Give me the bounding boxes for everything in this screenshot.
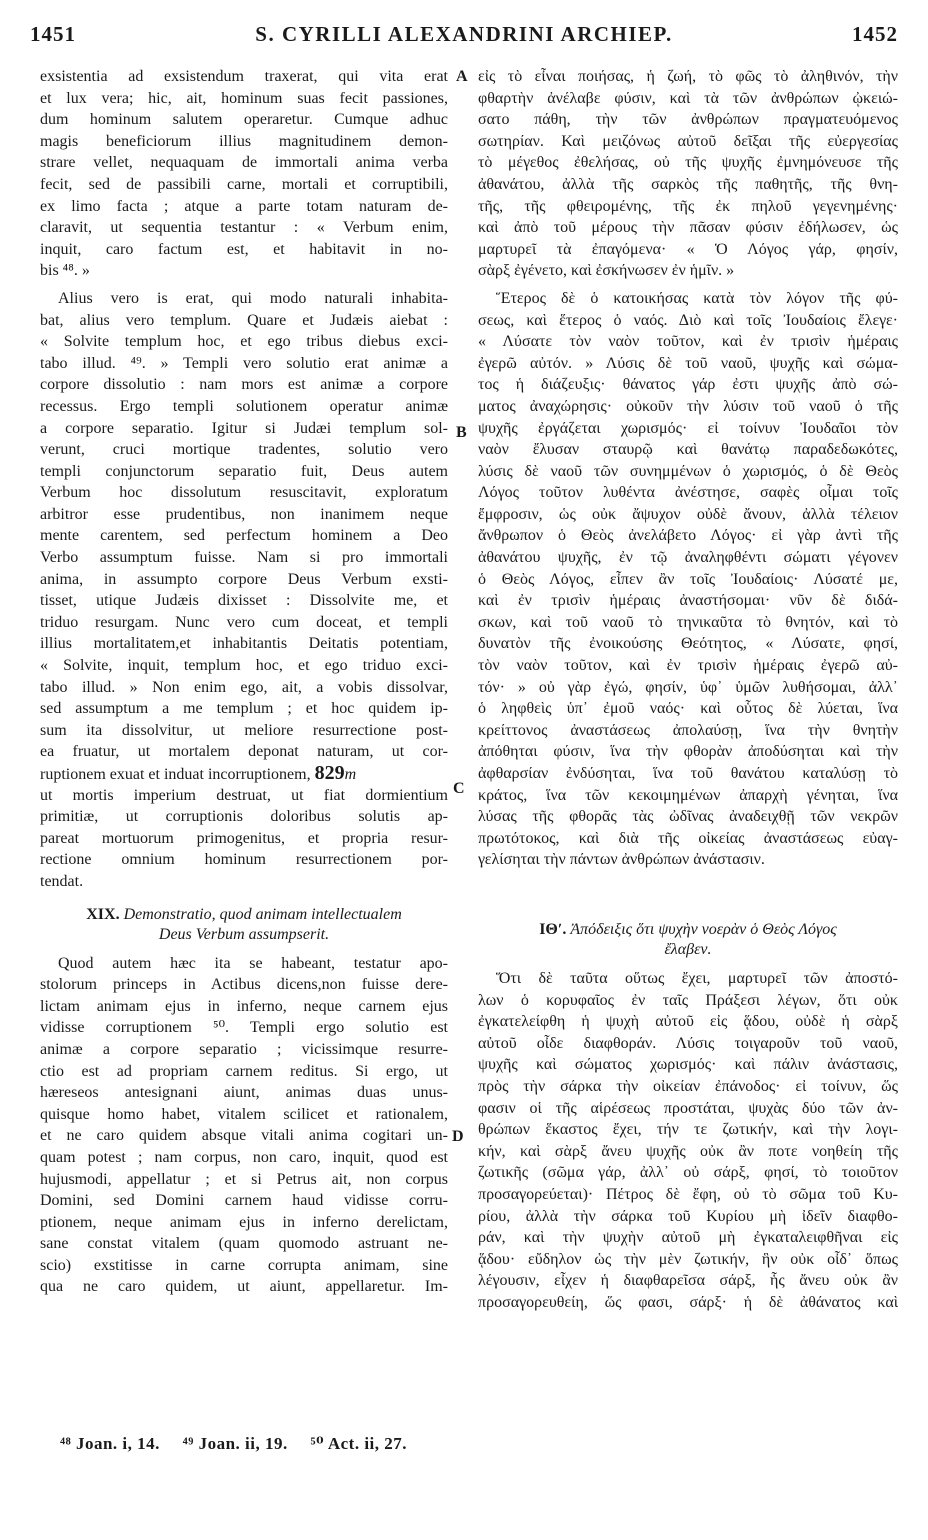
text-line: δυνατὸν τῆς ἐνοικούσης Θεότητος, « Λύσατε, φησί, — [478, 635, 898, 653]
text-line: claravit, ut sequentia testantur : « Verbum enim, — [40, 219, 448, 237]
text-line: tisset, utique Judæis dixisset : Dissolvite me, et — [40, 592, 448, 610]
text-line: ζωτικῆς (σῶμα γάρ, ἀλλ᾽ οὐ σάρξ, φησί, τὸ τοιοῦτον — [478, 1164, 898, 1182]
text-line: ράν, καὶ τὴν ψυχὴν αὐτοῦ μὴ ἐγκαταλειφθῆναι εἰς — [478, 1229, 898, 1247]
text-line: arbitror esse prudentibus, non inanimem neque — [40, 505, 448, 523]
text-line: τος ἡ διάζευξις· θάνατος γάρ ἐστι ψυχῆς ἀπὸ σώ- — [478, 376, 898, 394]
text-line: ἔμφροσιν, ὡς οὐκ ἄψυχον οὐδὲ ἄνουν, ἀλλὰ τέλειον — [478, 505, 898, 523]
greek-paragraph-2 — [478, 288, 898, 871]
text-line: σατο πάθη, τὴν τῶν ἀνθρώπων πραγματευόμενος — [478, 111, 898, 129]
text-line: Verbo assumptum fuisse. Nam si pro immortali — [40, 549, 448, 567]
text-line: κήν, καὶ σὰρξ ἄνευ ψυχῆς οὐκ ἂν ποτε νοηθείη τῆς — [478, 1142, 898, 1160]
column-number: 829 — [314, 763, 345, 784]
text-line: ἀπόθηται φύσιν, ἵνα τὴν φθορὰν ἀποδύσηται καὶ τὴν — [478, 743, 898, 761]
text-line: hæreseos antesignani aiunt, animas duas unus- — [40, 1084, 448, 1102]
text-line: αὐτοῦ οἶδε διαφθοράν. Λύσις τοιγαροῦν τοῦ ναοῦ, — [478, 1034, 898, 1052]
text-line: τὸ μέγεθος ἐθελήσας, οὐ τῆς ψυχῆς ἐμνημόνευσε τῆς — [478, 154, 898, 172]
text-line: verunt, cruci mortique tradentes, solutio vero — [40, 441, 448, 459]
text-line: μαρτυρεῖ τὰ ἐπαγόμενα· « Ὁ Λόγος γάρ, φησίν, — [478, 240, 898, 258]
footnote: ⁴⁸ Joan. i, 14. — [60, 1434, 160, 1453]
text-line: hujusmodi, appellatur ; et si Petrus ait, non corpus — [40, 1170, 448, 1188]
page-number-left: 1451 — [30, 22, 76, 46]
text-line: γελίσηται τὴν πάντων ἀνθρώπων ἀνάστασιν. — [478, 851, 765, 869]
text-line: λέγουσιν, εἶχεν ἡ διαφθαρεῖσα σάρξ, ἧς ἄνευ οὐκ ἂν — [478, 1272, 898, 1290]
text-line: πρωτότοκος, καὶ διὰ τῆς οἰκείας ἀναστάσεως εὐαγ- — [478, 829, 898, 847]
text-line: σωτηρίαν. Καὶ μειζόνως αὐτοῦ δεῖξαι τῆς εὐεργεσίας — [478, 132, 898, 150]
greek-paragraph-3 — [478, 968, 898, 1314]
text-line: rectione omnium hominum resurrectionem por- — [40, 851, 448, 869]
text-line: πρὸς τὴν σάρκα τὴν οἰκείαν ἐπάνοδος· εἰ τοίνυν, ὥς — [478, 1077, 898, 1095]
text-line: lictam animam ejus in inferno, neque carnem ejus — [40, 997, 448, 1015]
text-line: scio) exstitisse in carne corrupta animam, sine — [40, 1256, 448, 1274]
text-line: ναὸν ἔλυσαν σταυρῷ καὶ θανάτῳ παραδεδωκότες, — [478, 441, 898, 459]
text-line: ἀφθαρσίαν ἐνδύσηται, ἵνα τοῦ θανάτου καταλύσῃ τὸ — [478, 765, 898, 782]
text-line: triduo resurgam. Nunc vero cum doceat, et templi — [40, 613, 448, 631]
text-line: exsistentia ad exsistendum traxerat, qui vita erat — [40, 68, 448, 85]
column-number-suffix: m — [344, 766, 357, 783]
text-line: φασιν οἱ τῆς αἱρέσεως προστάται, ψυχὰς δύο τῶν ἀν- — [478, 1099, 898, 1117]
text-line: sane constat vitalem (quam quomodo astruant ne- — [40, 1235, 448, 1253]
text-line: bat, alius vero templum. Quare et Judæis aiebat : — [40, 311, 448, 329]
text-line: Ἕτερος δὲ ὁ κατοικήσας κατὰ τὸν λόγον τῆς φύ- — [496, 289, 898, 307]
text-line: ἀθανάτου, ἀλλὰ τῆς σαρκὸς τῆς παθητῆς, τῆς θνη- — [478, 175, 898, 193]
text-line: λων ὁ κορυφαῖος ἐν ταῖς Πράξεσι λέγων, ὅτι οὐκ — [478, 991, 898, 1009]
text-line: et lux vera; hic, ait, hominum suas fecit passiones, — [40, 89, 448, 107]
text-line: bis ⁴⁸. » — [40, 262, 90, 280]
text-line: fecit, sed de passibili carne, mortali et corruptibili, — [40, 175, 448, 193]
text-line: ex limo facta ; atque a parte totam naturam de- — [40, 197, 448, 215]
text-line: stolorum princeps in Actibus dicens,non fuisse dere- — [40, 976, 448, 994]
text-line: tabo illud. ⁴⁹. » Templi vero solutio erat animæ a — [40, 354, 448, 372]
text-line: « Solvite templum hoc, et ego tribus diebus exci- — [40, 333, 448, 351]
text-line: λύσας τῆς φθορᾶς τὰς ὠδῖνας ἀναδειχθῇ τῶν νεκρῶν — [478, 808, 898, 826]
margin-marker-a: A — [456, 68, 468, 85]
text-line: σκων, καὶ τοῦ ναοῦ τὸ τηνικαῦτα τὸ θνητόν, καὶ τὸ — [478, 613, 898, 631]
text-line: primitiæ, ut corruptionis doloribus solutis ap- — [40, 808, 448, 826]
latin-paragraph-1 — [40, 66, 448, 282]
text-line: Alius vero is erat, qui modo naturali inhabita- — [58, 289, 448, 307]
text-line: ᾅδου· εὔδηλον ὡς τὴν μὲν ζωτικήν, ἣν οὐκ οἶδ᾽ ὅπως — [478, 1250, 898, 1268]
text-line: λύσις δὲ ναοῦ τῶν συνημμένων ὁ χωρισμός, ὁ δὲ Θεὸς — [478, 462, 898, 480]
text-line: templi conjunctorum separatio fuit, Deus autem — [40, 462, 448, 480]
text-line: Λόγος τοῦτον λυθέντα ἀνέστησε, σαφὲς οἶμαι τοῖς — [478, 484, 898, 502]
text-line: ψυχῆς καὶ σώματος χωρισμός· καὶ πάλιν ἀνάστασις, — [478, 1056, 898, 1074]
text-line: a corpore separatio. Igitur si Judæi templum sol- — [40, 419, 448, 437]
section-title-line-2: ἔλαβεν. — [664, 940, 712, 958]
text-line: tabo illud. » Non enim ego, ait, a vobis dissolvar, — [40, 678, 448, 696]
text-line: strare vellet, nequaquam de immortali anima verba — [40, 154, 448, 172]
text-line: Quod autem hæc ita se habeant, testatur apo- — [58, 954, 448, 972]
text-line: καὶ ἐν τρισὶν ἡμέραις ἀναστήσομαι· νῦν δὲ διδά- — [478, 592, 898, 610]
text-line: recessus. Ergo templi solutionem operatur animæ — [40, 397, 448, 415]
text-line: Domini, sed Domini carnem haud vidisse corru- — [40, 1192, 448, 1210]
greek-column — [478, 66, 898, 1313]
latin-paragraph-3 — [40, 953, 448, 1299]
text-line: et ne caro quidem absque vitali anima cogitari un- — [40, 1127, 448, 1145]
text-line: magis beneficiorum illius magnitudinem demon- — [40, 132, 448, 150]
text-line: σεως, καὶ ἕτερος ὁ ναός. Διὸ καὶ τοῖς Ἰουδαίοις ἔλεγε· — [478, 311, 898, 329]
text-line: ea fruatur, ut mortalem deponat naturam, ut cor- — [40, 743, 448, 761]
latin-column — [40, 66, 448, 1298]
margin-marker-c: C — [453, 780, 465, 797]
text-line: ρίου, ἀλλὰ τὴν σάρκα τοῦ Κυρίου μὴ ἰδεῖν διαφθο- — [478, 1207, 898, 1225]
text-line: ψυχῆς ἐργάζεται χωρισμός· εἰ τοίνυν Ἰουδαῖοι τὸν — [478, 419, 898, 437]
running-title: S. CYRILLI ALEXANDRINI ARCHIEP. — [255, 22, 673, 46]
text-line: σὰρξ ἐγένετο, καὶ ἐσκήνωσεν ἐν ἡμῖν. » — [478, 262, 735, 280]
text-line: inquit, caro factum est, et habitavit in no- — [40, 240, 448, 258]
text-span: ruptionem exuat et induat incorruptionem, — [40, 766, 311, 783]
margin-marker-d: D — [452, 1128, 464, 1145]
text-line: τὸν ναὸν τοῦτον, καὶ ἐν τρισὶν ἡμέραις ἐγερῶ αὐ- — [478, 657, 898, 675]
text-line: ἐγκατελείφθη ἡ ψυχὴ αὐτοῦ εἰς ᾅδου, οὐδὲ ἡ σὰρξ — [478, 1013, 898, 1031]
text-line: quam potest ; nam corpus, non caro, inquit, quod est — [40, 1148, 448, 1166]
text-line: corpore dissolutio : nam mors est animæ a corpore — [40, 376, 448, 394]
section-heading-latin — [40, 893, 448, 953]
text-line: anima, in assumpto corpore Deus Verbum exsti- — [40, 570, 448, 588]
text-line: Ὅτι δὲ ταῦτα οὕτως ἔχει, μαρτυρεῖ τῶν ἀποστό- — [496, 969, 898, 987]
text-line: κράτος, ἵνα τῶν κεκοιμημένων ἀπαρχὴ γένηται, ἵνα — [478, 786, 898, 804]
text-line: ἀθανάτου ψυχῆς, ἐν τῷ ἀναληφθέντι σώματι γέγονεν — [478, 549, 898, 567]
text-line: « Λύσατε τὸν ναὸν τοῦτον, καὶ ἐν τρισὶν ἡμέραις — [478, 333, 898, 351]
section-title-line-1: Ἀπόδειξις ὅτι ψυχὴν νοερὰν ὁ Θεὸς Λόγος — [570, 920, 837, 938]
text-line: vidisse corruptionem ⁵⁰. Templi ergo solutio est — [40, 1019, 448, 1037]
latin-paragraph-2 — [40, 288, 448, 893]
text-line: ut mortis imperium destruat, ut fiat dormientium — [40, 786, 448, 804]
text-line: προσαγορεύεται)· Πέτρος δὲ ἔφη, οὐ τὸ σῶμα τοῦ Κυ- — [478, 1185, 898, 1203]
text-line: dum hominum salutem operaretur. Cumque adhuc — [40, 111, 448, 129]
text-line: ὁ ληφθεὶς ὑπ᾽ ἐμοῦ ναός· καὶ οὗτος δὲ λύεται, ἵνα — [478, 700, 898, 718]
text-line: ἄνθρωπον ὁ Θεὸς ἀνελάβετο Λόγος· εἰ γὰρ ἀντὶ τῆς — [478, 527, 898, 545]
section-number: ΙΘʹ. — [539, 920, 567, 938]
section-title-line-1: Demonstratio, quod animam intellectualem — [123, 905, 402, 923]
footnote: ⁵⁰ Act. ii, 27. — [310, 1434, 408, 1453]
text-line: animæ a corpore separatio ; vicissimque resurre- — [40, 1040, 448, 1058]
text-line: προσαγορευθείη, ὥς φασι, σάρξ· ἡ δὲ ἀθάνατος καὶ — [478, 1293, 898, 1311]
greek-paragraph-1 — [478, 66, 898, 282]
text-line: ἐγερῶ αὐτόν. » Λύσις δὲ τοῦ ναοῦ, ψυχῆς καὶ σώμα- — [478, 354, 898, 372]
text-line: τῆς, τῆς φθειρομένης, τῆς ἐκ πηλοῦ γεγενημένης· — [478, 197, 898, 215]
footnote: ⁴⁹ Joan. ii, 19. — [182, 1434, 288, 1453]
page-number-right: 1452 — [852, 22, 898, 46]
text-line: quisque homo habet, vitalem scilicet et rationalem, — [40, 1105, 448, 1123]
text-line: φθαρτὴν ἀνέλαβε φύσιν, καὶ τὰ τῶν ἀνθρώπων ᾠκειώ- — [478, 89, 898, 107]
text-line: Verbum hoc dissolutum resuscitavit, exploratum — [40, 484, 448, 502]
text-line: τόν· » οὐ γὰρ ἐγώ, φησίν, ὑφ᾽ ὑμῶν λυθήσομαι, ἀλλ᾽ — [478, 678, 898, 696]
text-line: « Solvite, inquit, templum hoc, et ego triduo exci- — [40, 657, 448, 675]
text-line: κρείττονος ἀναστάσεως ἀπολαύσῃ, ἵνα τὴν θνητὴν — [478, 721, 898, 739]
text-line: ptionem, neque animam ejus in inferno derelictam, — [40, 1213, 448, 1231]
text-line: ctio est ad propriam carnem reditus. Si ergo, ut — [40, 1062, 448, 1080]
text-line: mente carentem, sed perfectum hominem a Deo — [40, 527, 448, 545]
footnotes — [60, 1434, 425, 1454]
text-line: sed assumptum a me templum ; et hoc quidem ip- — [40, 700, 448, 718]
text-line: qua ne caro quidem, ut aiunt, appellaretur. Im- — [40, 1278, 448, 1296]
text-line: ματος ἀναχώρησις· οὐκοῦν τὴν λύσιν τοῦ ναοῦ ὁ τῆς — [478, 397, 898, 415]
section-number: XIX. — [86, 905, 120, 923]
text-line: ὁ Θεὸς Λόγος, εἶπεν ἂν τοῖς Ἰουδαίοις· Λύσατέ με, — [478, 570, 898, 588]
text-line: sum ita dissolvitur, ut meliore resurrectione post- — [40, 721, 448, 739]
text-line: εἰς τὸ εἶναι ποιήσας, ἡ ζωή, τὸ φῶς τὸ ἀληθινόν, τὴν — [478, 68, 898, 85]
page-header — [30, 22, 898, 52]
margin-marker-b: B — [456, 424, 467, 441]
section-heading-greek — [478, 908, 898, 968]
text-line: tendat. — [40, 872, 84, 890]
text-line: pareat mortuorum primogenitus, et propria resur- — [40, 829, 448, 847]
section-title-line-2: Deus Verbum assumpserit. — [158, 925, 330, 943]
text-line: θρώπων ἕκαστος ἔχει, τήν τε ζωτικήν, καὶ τὴν λογι- — [478, 1121, 898, 1139]
text-line: καὶ ἀπὸ τοῦ μέρους τὴν πᾶσαν φύσιν ἐδήλωσεν, ὡς — [478, 219, 898, 237]
text-line-with-column-number — [40, 763, 448, 785]
text-line: illius mortalitatem,et inhabitantis Deitatis potentiam, — [40, 635, 448, 653]
